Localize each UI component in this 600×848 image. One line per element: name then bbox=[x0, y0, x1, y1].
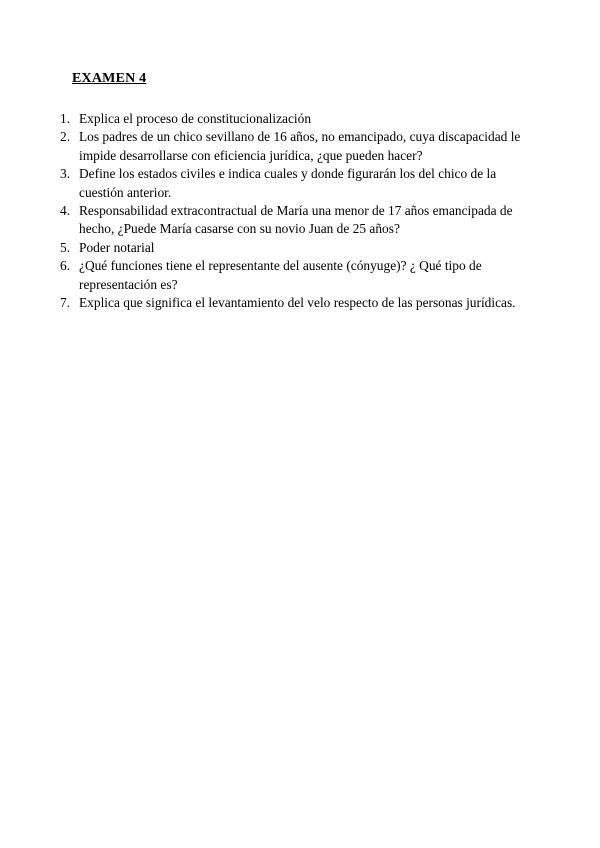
question-item bbox=[56, 165, 536, 202]
question-item bbox=[56, 128, 536, 165]
question-list bbox=[56, 110, 536, 312]
question-text: Define los estados civiles e indica cuales y donde figurarán los del chico de la cuestión anterior. bbox=[79, 166, 497, 200]
question-item bbox=[56, 294, 536, 312]
question-text: Los padres de un chico sevillano de 16 años, no emancipado, cuya discapacidad le impide desarrollarse con eficiencia jurídica, ¿que pueden hacer? bbox=[79, 129, 521, 163]
question-number: 7. bbox=[60, 295, 71, 311]
question-number: 6. bbox=[60, 258, 71, 274]
question-text: Poder notarial bbox=[79, 239, 155, 255]
question-item bbox=[56, 239, 536, 257]
question-number: 2. bbox=[60, 129, 71, 145]
question-number: 4. bbox=[60, 203, 71, 219]
question-text: Explica el proceso de constitucionalización bbox=[79, 111, 312, 126]
question-number: 5. bbox=[60, 239, 71, 255]
page-title: EXAMEN 4 bbox=[72, 71, 147, 86]
question-text: ¿Qué funciones tiene el representante del ausente (cónyuge)? ¿ Qué tipo de representación es? bbox=[79, 258, 482, 292]
question-text: Responsabilidad extracontractual de María una menor de 17 años emancipada de hecho, ¿Puede María casarse con su novio Juan de 25 años? bbox=[79, 203, 513, 237]
question-item bbox=[56, 202, 536, 239]
question-number: 1. bbox=[60, 111, 71, 126]
question-number: 3. bbox=[60, 166, 71, 182]
question-text: Explica que significa el levantamiento del velo respecto de las personas jurídicas. bbox=[79, 295, 516, 311]
question-item bbox=[56, 257, 536, 294]
question-item bbox=[56, 110, 536, 128]
